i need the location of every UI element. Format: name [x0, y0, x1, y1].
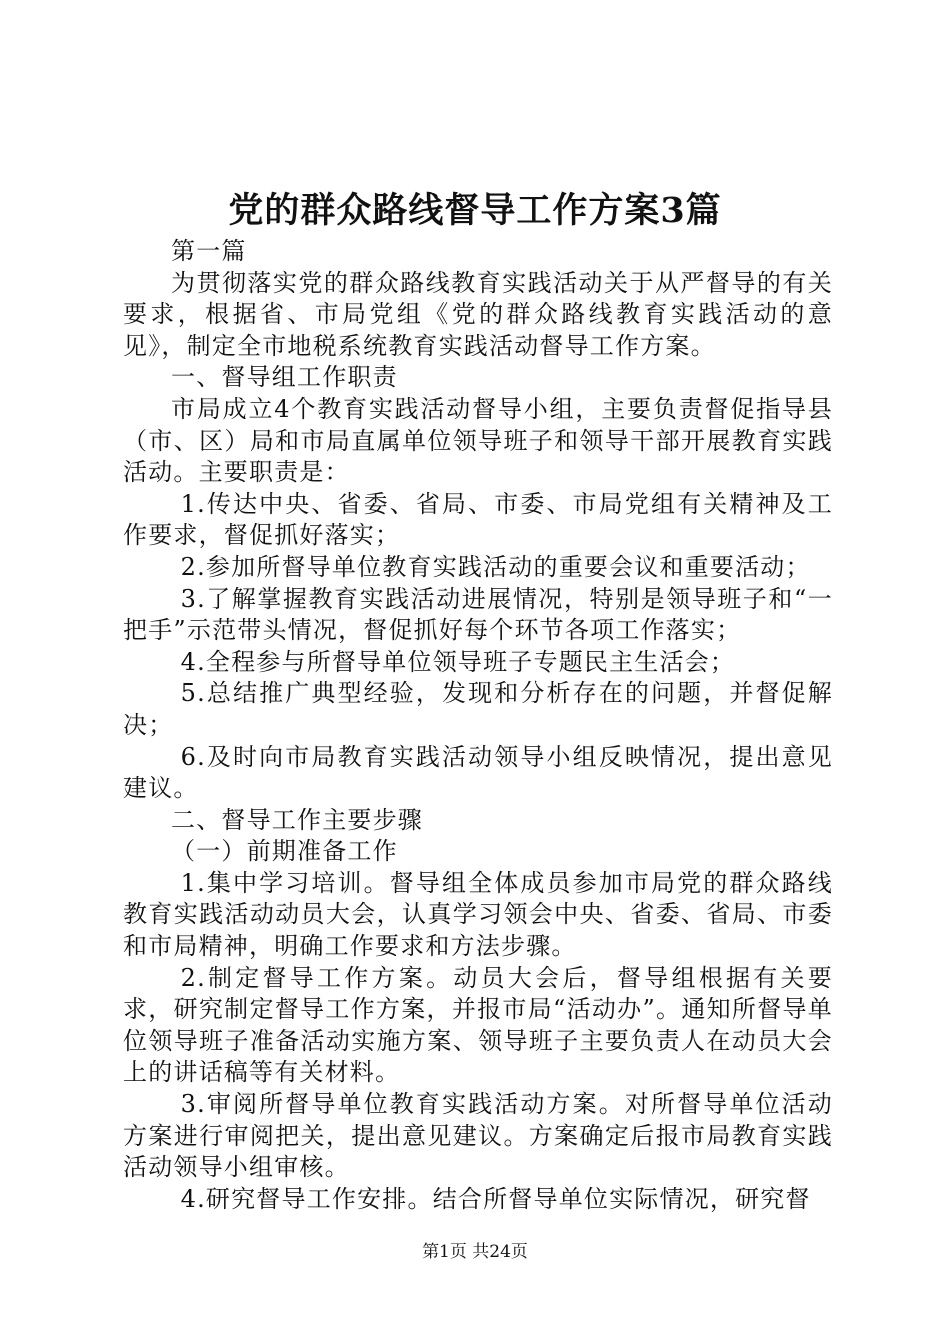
paragraph-duties-intro: 市局成立4个教育实践活动督导小组，主要负责督促指导县（市、区）局和市局直属单位领导班子和领导干部开展教育实践活动。主要职责是： [123, 394, 833, 487]
subheading-preparation: （一）前期准备工作 [171, 837, 398, 866]
heading-duties: 一、督导组工作职责 [171, 363, 398, 392]
paragraph-intro: 为贯彻落实党的群众路线教育实践活动关于从严督导的有关要求，根据省、市局党组《党的群众路线教育实践活动的意见》，制定全市地税系统教育实践活动督导工作方案。 [123, 268, 833, 360]
list-item: 3.了解掌握教育实践活动进展情况，特别是领导班子和“一把手”示范带头情况，督促抓好每个环节各项工作落实； [123, 584, 833, 645]
list-item: 2.制定督导工作方案。动员大会后，督导组根据有关要求，研究制定督导工作方案，并报市局“活动办”。通知所督导单位领导班子准备活动实施方案、领导班子主要负责人在动员大会上的讲话稿等有关材料。 [123, 963, 833, 1087]
list-item: 6.及时向市局教育实践活动领导小组反映情况，提出意见建议。 [123, 742, 833, 803]
list-item: 2.参加所督导单位教育实践活动的重要会议和重要活动； [180, 552, 811, 581]
list-item: 4.研究督导工作安排。结合所督导单位实际情况，研究督 [180, 1184, 811, 1213]
document-title: 党的群众路线督导工作方案3篇 [228, 190, 722, 231]
list-item: 4.全程参与所督导单位领导班子专题民主生活会； [180, 647, 736, 676]
list-item: 3.审阅所督导单位教育实践活动方案。对所督导单位活动方案进行审阅把关，提出意见建议。方案确定后报市局教育实践活动领导小组审核。 [123, 1090, 833, 1182]
list-item: 1.传达中央、省委、省局、市委、市局党组有关精神及工作要求，督促抓好落实； [123, 489, 833, 550]
paragraph-section-label: 第一篇 [171, 237, 247, 265]
heading-steps: 二、督导工作主要步骤 [171, 805, 423, 834]
page-footer: 第1页 共24页 [422, 1242, 528, 1262]
list-item: 5.总结推广典型经验，发现和分析存在的问题，并督促解决； [123, 679, 833, 739]
document-body [123, 236, 833, 1215]
list-item: 1.集中学习培训。督导组全体成员参加市局党的群众路线教育实践活动动员大会，认真学习领会中央、省委、省局、市委和市局精神，明确工作要求和方法步骤。 [123, 868, 833, 961]
